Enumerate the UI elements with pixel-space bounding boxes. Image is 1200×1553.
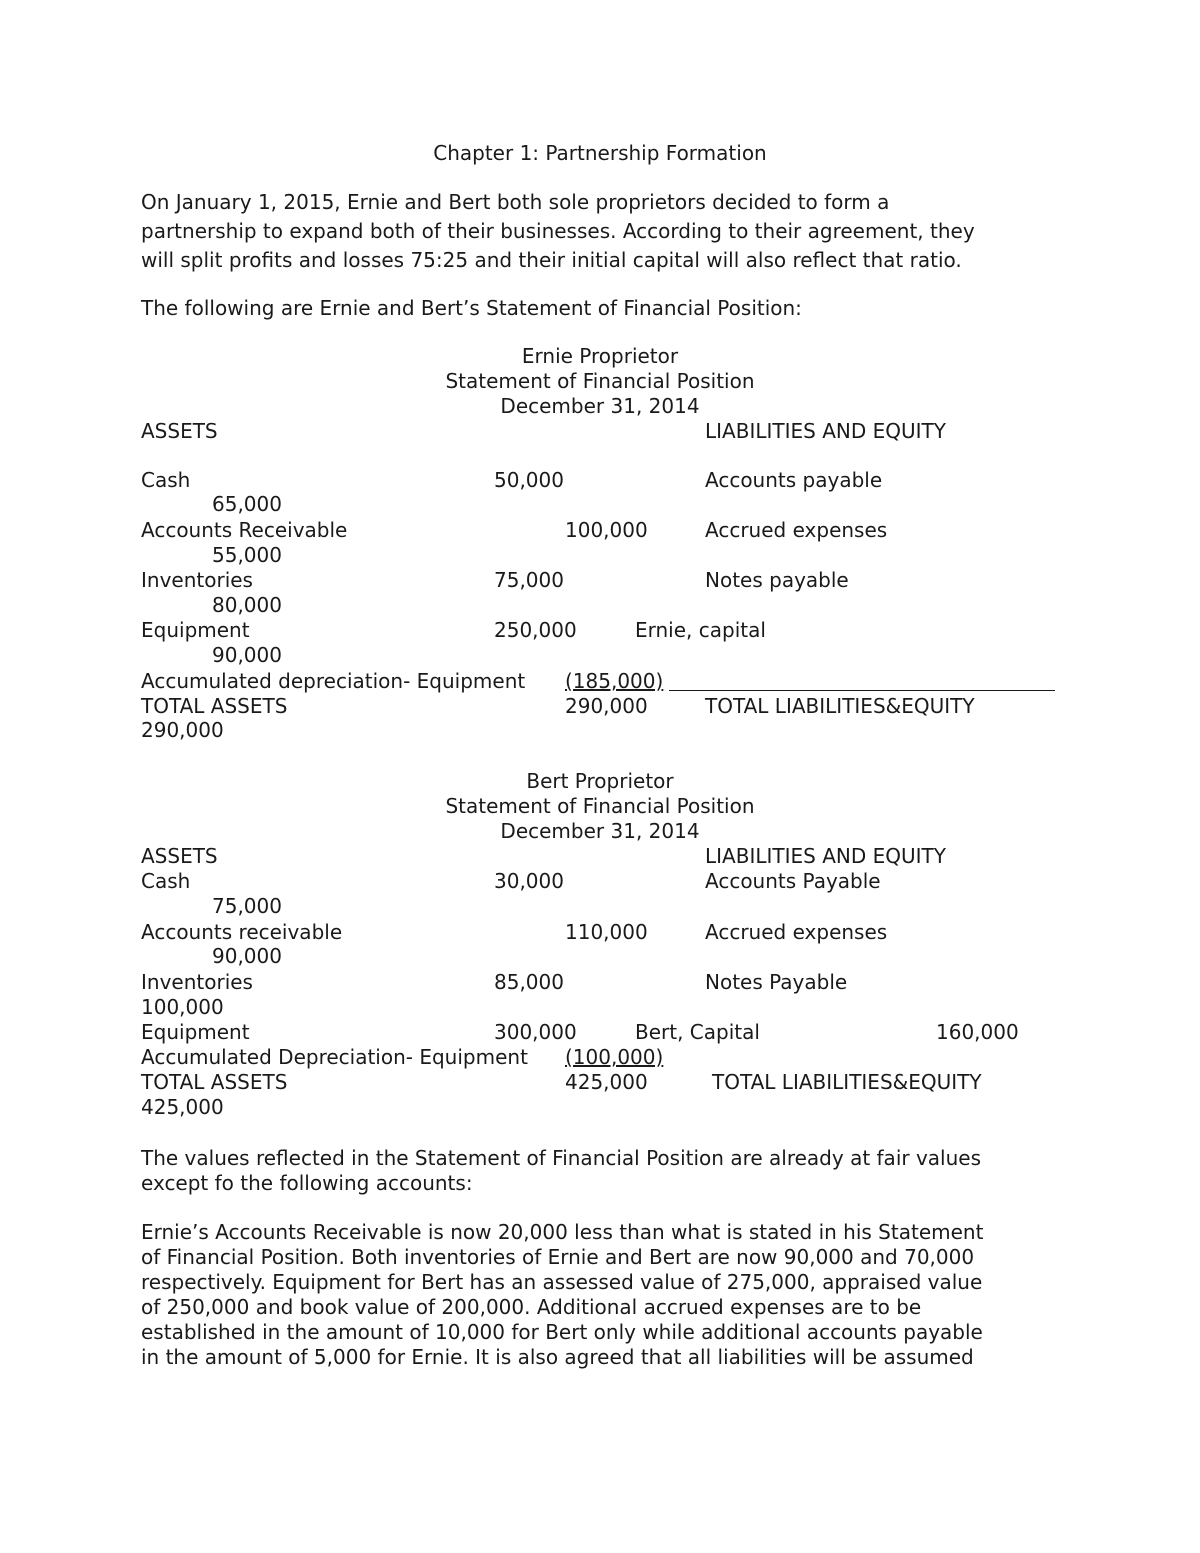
liability-value: 90,000 [212, 944, 282, 968]
asset-value: 75,000 [494, 568, 564, 592]
asset-label: Accounts Receivable [141, 518, 348, 542]
lead-sentence: The following are Ernie and Bert’s Statement of Financial Position: [141, 296, 802, 320]
liability-label: Notes payable [705, 568, 849, 592]
total-underline [669, 690, 1055, 691]
liability-label: Bert, Capital [635, 1020, 760, 1044]
liability-label: Accrued expenses [705, 920, 888, 944]
liability-label: Accounts payable [705, 468, 883, 492]
statement-heading: Statement of Financial Position [445, 794, 755, 818]
total-assets-label: TOTAL ASSETS [141, 1070, 288, 1094]
liability-value: 55,000 [212, 543, 282, 567]
asset-value: 250,000 [494, 618, 577, 642]
liability-value: 160,000 [936, 1020, 1019, 1044]
total-liabilities-value: 425,000 [141, 1095, 224, 1119]
asset-label: Accumulated Depreciation- Equipment [141, 1045, 528, 1069]
paragraph-line: in the amount of 5,000 for Ernie. It is also agreed that all liabilities will be assumed [141, 1345, 974, 1369]
asset-label: Accounts receivable [141, 920, 343, 944]
statement-heading: Statement of Financial Position [445, 369, 755, 393]
total-assets-value: 290,000 [565, 694, 648, 718]
liability-value: 65,000 [212, 492, 282, 516]
paragraph-line: except fo the following accounts: [141, 1171, 473, 1195]
asset-label: Equipment [141, 618, 250, 642]
assets-header: ASSETS [141, 844, 218, 868]
asset-value: 110,000 [565, 920, 648, 944]
asset-label: Equipment [141, 1020, 250, 1044]
asset-value: 85,000 [494, 970, 564, 994]
assets-header: ASSETS [141, 419, 218, 443]
asset-label: Inventories [141, 568, 253, 592]
asset-label: Cash [141, 869, 191, 893]
paragraph-line: Ernie’s Accounts Receivable is now 20,000 less than what is stated in his Statement [141, 1220, 984, 1244]
adjustments-paragraph [141, 1220, 1071, 1370]
total-assets-value: 425,000 [565, 1070, 648, 1094]
paragraph-line: of 250,000 and book value of 200,000. Additional accrued expenses are to be [141, 1295, 922, 1319]
intro-line: On January 1, 2015, Ernie and Bert both sole proprietors decided to form a [141, 190, 890, 214]
statement-heading: Bert Proprietor [526, 769, 674, 793]
asset-value: 50,000 [494, 468, 564, 492]
liability-value: 100,000 [141, 995, 224, 1019]
total-liabilities-label: TOTAL LIABILITIES&EQUITY [712, 1070, 982, 1094]
liability-label: Accrued expenses [705, 518, 888, 542]
fair-value-paragraph [141, 1146, 1071, 1196]
liability-value: 80,000 [212, 593, 282, 617]
liability-label: Accounts Payable [705, 869, 881, 893]
asset-value: 30,000 [494, 869, 564, 893]
intro-paragraph [141, 188, 1071, 275]
page-title: Chapter 1: Partnership Formation [433, 141, 767, 165]
statement-heading: December 31, 2014 [500, 819, 700, 843]
liability-value: 75,000 [212, 894, 282, 918]
intro-line: will split profits and losses 75:25 and their initial capital will also reflect that ratio. [141, 248, 962, 272]
asset-value: (100,000) [565, 1045, 664, 1069]
asset-value: (185,000) [565, 669, 664, 693]
liability-label: Ernie, capital [635, 618, 766, 642]
intro-line: partnership to expand both of their businesses. According to their agreement, they [141, 219, 975, 243]
asset-value: 100,000 [565, 518, 648, 542]
total-assets-label: TOTAL ASSETS [141, 694, 288, 718]
asset-label: Cash [141, 468, 191, 492]
liabilities-header: LIABILITIES AND EQUITY [705, 419, 946, 443]
total-liabilities-label: TOTAL LIABILITIES&EQUITY [705, 694, 975, 718]
paragraph-line: respectively. Equipment for Bert has an assessed value of 275,000, appraised value [141, 1270, 983, 1294]
asset-label: Inventories [141, 970, 253, 994]
liabilities-header: LIABILITIES AND EQUITY [705, 844, 946, 868]
asset-label: Accumulated depreciation- Equipment [141, 669, 526, 693]
liability-value: 90,000 [212, 643, 282, 667]
paragraph-line: established in the amount of 10,000 for Bert only while additional accounts payable [141, 1320, 983, 1344]
statement-heading: December 31, 2014 [500, 394, 700, 418]
liability-label: Notes Payable [705, 970, 848, 994]
paragraph-line: of Financial Position. Both inventories of Ernie and Bert are now 90,000 and 70,000 [141, 1245, 975, 1269]
statement-heading: Ernie Proprietor [521, 344, 679, 368]
paragraph-line: The values reflected in the Statement of Financial Position are already at fair values [141, 1146, 981, 1170]
asset-value: 300,000 [494, 1020, 577, 1044]
total-liabilities-value: 290,000 [141, 718, 224, 742]
